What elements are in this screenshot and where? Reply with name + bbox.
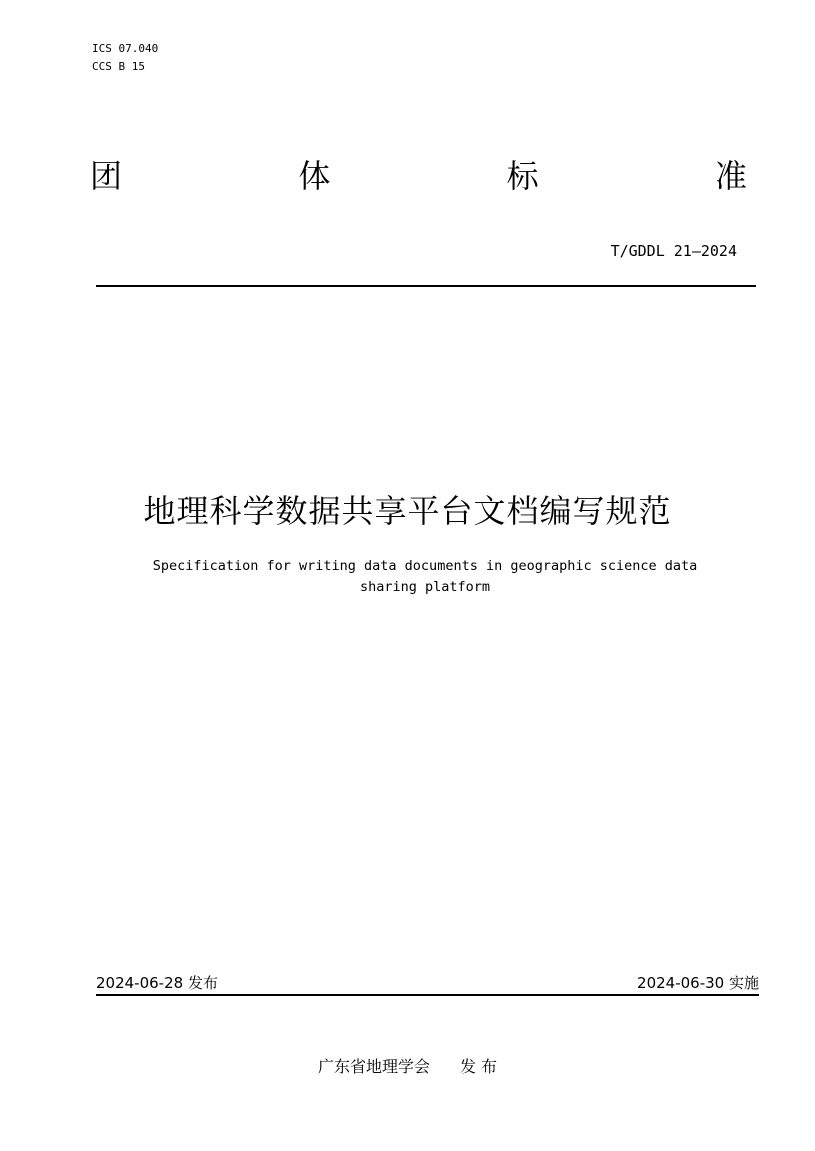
standard-type-char: 标 — [506, 157, 539, 195]
publisher-name: 广东省地理学会 — [317, 1057, 430, 1076]
publisher-line — [0, 1054, 815, 1077]
standard-code: T/GDDL 21—2024 — [610, 242, 737, 260]
document-title-chinese: 地理科学数据共享平台文档编写规范 — [143, 492, 672, 530]
bottom-divider — [96, 994, 759, 996]
standard-type-char: 体 — [298, 157, 331, 195]
implement-date: 2024-06-30 实施 — [637, 974, 759, 992]
publish-date: 2024-06-28 发布 — [96, 974, 218, 992]
standard-type-char: 准 — [714, 157, 747, 195]
date-row — [96, 972, 759, 993]
publisher-action: 发 布 — [459, 1057, 498, 1076]
standard-type-char: 团 — [90, 157, 123, 195]
classification-codes — [92, 40, 158, 76]
standard-type-heading — [90, 154, 747, 198]
ccs-code: CCS B 15 — [92, 60, 145, 73]
english-title-line: sharing platform — [359, 579, 491, 595]
english-title-line: Specification for writing data documents in geographic science data — [152, 558, 698, 574]
top-divider — [96, 285, 756, 287]
ics-code: ICS 07.040 — [92, 42, 159, 55]
document-title-english — [90, 556, 760, 598]
